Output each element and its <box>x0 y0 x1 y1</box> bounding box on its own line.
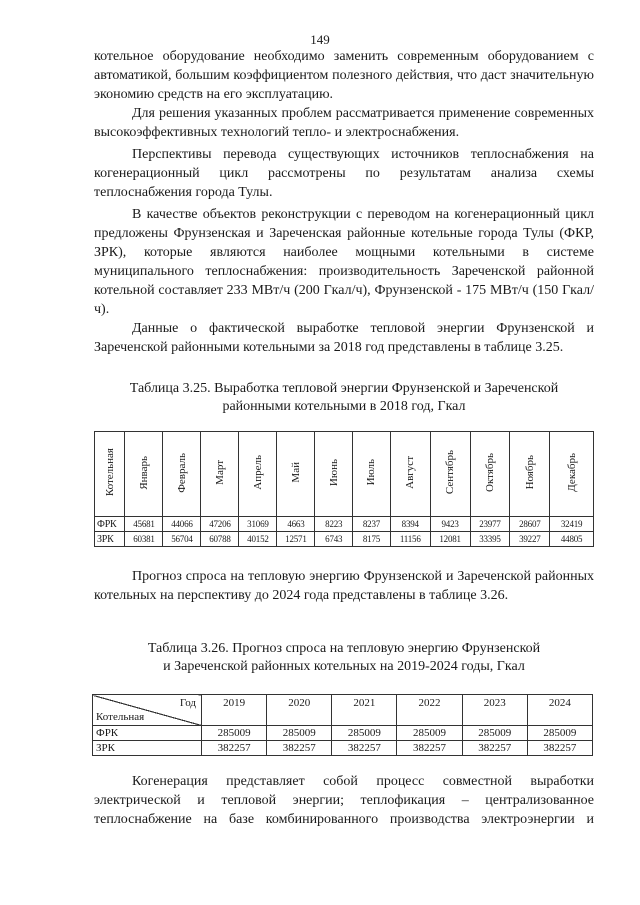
table-cell: 285009 <box>397 726 462 741</box>
table-cell: 285009 <box>202 726 267 741</box>
table-cell: 56704 <box>163 532 201 547</box>
header-cell: Октябрь <box>470 432 510 517</box>
table-cell: 60381 <box>125 532 163 547</box>
paragraph-solution: Для решения указанных проблем рассматривается применение современных высокоэффективных технологий тепло- и электроснабжения. <box>94 106 594 140</box>
table-cell: 285009 <box>527 726 592 741</box>
paragraph-forecast: Прогноз спроса на тепловую энергию Фрунзенской и Зареченской районных котельных на перспективу до 2024 года представлены в таблице 3.26. <box>94 569 594 603</box>
header-cell: Март <box>201 432 239 517</box>
table-326 <box>92 694 593 756</box>
table-325-caption-line2: районными котельными в 2018 год, Гкал <box>222 399 466 414</box>
table-cell: 60788 <box>201 532 239 547</box>
table-cell: 31069 <box>239 517 277 532</box>
table-cell: 382257 <box>527 741 592 756</box>
table-cell: ФРК <box>93 726 202 741</box>
header-cell: Январь <box>125 432 163 517</box>
table-cell: 285009 <box>332 726 397 741</box>
table-cell: 44805 <box>550 532 594 547</box>
table-cell: ЗРК <box>93 741 202 756</box>
header-cell: Февраль <box>163 432 201 517</box>
header-cell: Сентябрь <box>430 432 470 517</box>
year-header: 2023 <box>462 695 527 726</box>
header-cell: Ноябрь <box>510 432 550 517</box>
table-325-header-row <box>95 432 594 517</box>
table-cell: 9423 <box>430 517 470 532</box>
table-cell: 6743 <box>315 532 353 547</box>
table-row <box>93 726 593 741</box>
table-325 <box>94 431 594 547</box>
table-cell: 382257 <box>267 741 332 756</box>
header-cell: Декабрь <box>550 432 594 517</box>
table-cell: 382257 <box>332 741 397 756</box>
year-header: 2024 <box>527 695 592 726</box>
table-cell: 12571 <box>277 532 315 547</box>
table-row <box>95 517 594 532</box>
table-cell: 285009 <box>462 726 527 741</box>
year-header: 2021 <box>332 695 397 726</box>
paragraph-equipment: котельное оборудование необходимо заменить современным оборудованием с автоматикой, большим коэффициентом полезного действия, что даст значительную экономию средств на его эксплуатацию. <box>94 49 594 102</box>
table-cell: 47206 <box>201 517 239 532</box>
table-cell: 382257 <box>462 741 527 756</box>
table-cell: 28607 <box>510 517 550 532</box>
table-cell: ФРК <box>95 517 125 532</box>
table-326-caption-line1: Таблица 3.26. Прогноз спроса на тепловую энергию Фрунзенской <box>147 641 541 656</box>
table-cell: 12081 <box>430 532 470 547</box>
year-header: 2019 <box>202 695 267 726</box>
text-block-bottom <box>94 772 594 829</box>
table-326-caption <box>94 640 594 676</box>
table-row <box>93 741 593 756</box>
table-cell: 33395 <box>470 532 510 547</box>
header-cell: Июнь <box>315 432 353 517</box>
page-number: 149 <box>310 32 330 47</box>
header-cell: Котельная <box>95 432 125 517</box>
table-cell: 44066 <box>163 517 201 532</box>
paragraph-data: Данные о фактической выработке тепловой энергии Фрунзенской и Зареченской районными котельными за 2018 год представлены в таблице 3.25. <box>94 321 594 355</box>
header-cell: Апрель <box>239 432 277 517</box>
table-cell: 39227 <box>510 532 550 547</box>
table-cell: 32419 <box>550 517 594 532</box>
paragraph-cogeneration: Когенерация представляет собой процесс совместной выработки электрической и тепловой энергии; теплофикация – централизованное теплоснабжение на базе комбинированного производства электроэнергии и <box>94 774 594 827</box>
table-cell: ЗРК <box>95 532 125 547</box>
table-cell: 8237 <box>353 517 391 532</box>
paragraph-prospects: Перспективы перевода существующих источников теплоснабжения на когенерационный цикл рассмотрены по результатам анализа схемы теплоснабжения города Тулы. <box>94 147 594 200</box>
corner-label-boiler: Котельная <box>96 711 145 723</box>
table-cell: 45681 <box>125 517 163 532</box>
paragraph-objects: В качестве объектов реконструкции с переводом на когенерационный цикл предложены Фрунзенская и Зареченская районные котельные города Тулы (ФКР, ЗРК), которые являются наиболее мощными котельными в системе муниципального теплоснабжения: производительность Зареченской районной котельной составляет 233 МВт/ч (200 Гкал/ч), Фрунзенской - 175 МВт/ч (150 Гкал/ч). <box>94 207 594 317</box>
header-cell: Май <box>277 432 315 517</box>
table-cell: 382257 <box>202 741 267 756</box>
table-cell: 8223 <box>315 517 353 532</box>
table-cell: 8394 <box>390 517 430 532</box>
table-325-caption <box>94 380 594 416</box>
header-cell: Август <box>390 432 430 517</box>
table-row <box>95 532 594 547</box>
table-326-header-row <box>93 695 593 726</box>
year-header: 2022 <box>397 695 462 726</box>
corner-label-year: Год <box>179 697 196 709</box>
text-block-forecast <box>94 567 594 605</box>
table-cell: 23977 <box>470 517 510 532</box>
table-cell: 285009 <box>267 726 332 741</box>
table-corner-cell <box>93 695 202 726</box>
table-325-caption-line1: Таблица 3.25. Выработка тепловой энергии Фрунзенской и Зареченской <box>129 381 559 396</box>
table-cell: 40152 <box>239 532 277 547</box>
table-326-caption-line2: и Зареченской районных котельных на 2019-2024 годы, Гкал <box>163 659 525 674</box>
table-cell: 11156 <box>390 532 430 547</box>
text-block-top <box>94 47 594 357</box>
table-cell: 382257 <box>397 741 462 756</box>
header-cell: Июль <box>353 432 391 517</box>
table-cell: 4663 <box>277 517 315 532</box>
table-cell: 8175 <box>353 532 391 547</box>
year-header: 2020 <box>267 695 332 726</box>
